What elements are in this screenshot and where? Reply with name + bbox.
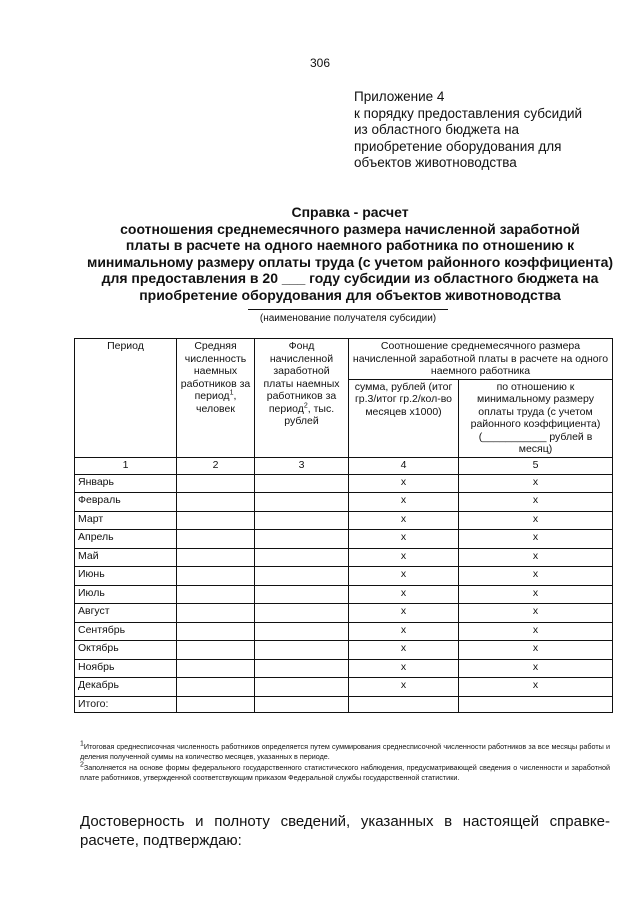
footnotes: [80, 742, 610, 784]
header-avg-count-text: Средняя численность наемных работников за период: [180, 340, 251, 402]
empty-cell: [177, 696, 255, 712]
cross-cell: х: [349, 474, 459, 493]
column-number: 3: [255, 457, 349, 474]
table-row: [75, 678, 613, 697]
cross-cell: х: [459, 530, 613, 549]
month-cell: Март: [75, 511, 177, 530]
empty-cell: [255, 493, 349, 512]
table-row: [75, 659, 613, 678]
title-line: Справка - расчет: [291, 204, 409, 220]
title-line: для предоставления в 20 ___ году субсидии из областного бюджета на: [101, 270, 599, 286]
header-period: Период: [75, 339, 177, 458]
footnote-text: Заполняется на основе формы федерального государственного статистического наблюдения, предусматривающей сведения о численности и заработной плате работников, утвержденной соответствующим приказом Федеральной службы государственной статистики.: [80, 763, 610, 782]
empty-cell: [177, 567, 255, 586]
empty-cell: [255, 548, 349, 567]
empty-cell: [255, 474, 349, 493]
empty-cell: [255, 659, 349, 678]
table-row: [75, 530, 613, 549]
empty-cell: [177, 678, 255, 697]
empty-cell: [177, 641, 255, 660]
confirmation-text: Достоверность и полноту сведений, указанных в настоящей справке-расчете, подтверждаю:: [80, 813, 610, 849]
appendix-line: из областного бюджета на: [354, 122, 520, 137]
month-cell: Январь: [75, 474, 177, 493]
footnote: [80, 763, 610, 782]
empty-cell: [255, 511, 349, 530]
header-avg-count: [177, 339, 255, 458]
footnote: [80, 742, 610, 761]
recipient-caption: (наименование получателя субсидии): [248, 309, 448, 324]
column-number: 5: [459, 457, 613, 474]
header-avg-count-unit: , человек: [196, 390, 237, 415]
empty-cell: [177, 530, 255, 549]
month-cell: Июль: [75, 585, 177, 604]
total-label: Итого:: [75, 696, 177, 712]
page-number: 306: [309, 56, 331, 70]
cross-cell: х: [349, 604, 459, 623]
month-cell: Февраль: [75, 493, 177, 512]
appendix-note: [354, 89, 604, 172]
month-cell: Сентябрь: [75, 622, 177, 641]
title-line: приобретение оборудования для объектов животноводства: [139, 286, 561, 303]
empty-cell: [255, 641, 349, 660]
header-ratio-group: Соотношение среднемесячного размера начисленной заработной платы в расчете на одного наемного работника: [349, 339, 613, 380]
empty-cell: [177, 659, 255, 678]
cross-cell: х: [459, 511, 613, 530]
month-cell: Июнь: [75, 567, 177, 586]
month-cell: Август: [75, 604, 177, 623]
column-number: 2: [177, 457, 255, 474]
table-row: [75, 567, 613, 586]
header-sum: сумма, рублей (итог гр.3/итог гр.2/кол-во месяцев х1000): [349, 379, 459, 457]
month-cell: Май: [75, 548, 177, 567]
empty-cell: [177, 604, 255, 623]
footnote-mark: 1: [80, 740, 84, 748]
column-number: 1: [75, 457, 177, 474]
cross-cell: х: [349, 659, 459, 678]
cross-cell: х: [459, 548, 613, 567]
footnote-text: Итоговая среднесписочная численность работников определяется путем суммирования среднесписочной численности работников за все месяцы работы и деления полученной суммы на количество месяцев, указанных в периоде.: [80, 742, 610, 761]
empty-cell: [255, 604, 349, 623]
cross-cell: х: [459, 585, 613, 604]
appendix-line: Приложение 4: [354, 89, 445, 104]
empty-cell: [255, 622, 349, 641]
calculation-table: [74, 338, 613, 713]
table-row: [75, 548, 613, 567]
cross-cell: х: [349, 678, 459, 697]
cross-cell: х: [459, 604, 613, 623]
empty-cell: [177, 585, 255, 604]
cross-cell: х: [349, 493, 459, 512]
header-fund-text: Фонд начисленной заработной платы наемных работников за период: [263, 340, 340, 415]
title-line: минимальному размеру оплаты труда (с учетом районного коэффициента): [86, 253, 614, 270]
appendix-line: приобретение оборудования для: [354, 138, 562, 154]
cross-cell: х: [349, 641, 459, 660]
cross-cell: х: [459, 567, 613, 586]
cross-cell: х: [349, 585, 459, 604]
month-cell: Ноябрь: [75, 659, 177, 678]
empty-cell: [255, 678, 349, 697]
month-cell: Апрель: [75, 530, 177, 549]
appendix-line: объектов животноводства: [354, 155, 517, 170]
cross-cell: х: [349, 511, 459, 530]
cross-cell: х: [459, 493, 613, 512]
footnote-mark: 2: [80, 761, 84, 769]
empty-cell: [255, 567, 349, 586]
empty-cell: [459, 696, 613, 712]
table-row: [75, 474, 613, 493]
cross-cell: х: [459, 659, 613, 678]
month-cell: Октябрь: [75, 641, 177, 660]
empty-cell: [177, 511, 255, 530]
table-row: [75, 604, 613, 623]
cross-cell: х: [459, 678, 613, 697]
table-row: [75, 493, 613, 512]
title-line: платы в расчете на одного наемного работника по отношению к: [125, 237, 575, 253]
header-mrot: по отношению к минимальному размеру оплаты труда (с учетом районного коэффициента) (___________ рублей в месяц): [459, 379, 613, 457]
document-title: [70, 204, 630, 303]
cross-cell: х: [459, 474, 613, 493]
title-line: соотношения среднемесячного размера начисленной заработной: [120, 220, 580, 237]
empty-cell: [177, 474, 255, 493]
empty-cell: [177, 548, 255, 567]
cross-cell: х: [459, 622, 613, 641]
empty-cell: [255, 696, 349, 712]
appendix-line: к порядку предоставления субсидий: [354, 105, 583, 121]
cross-cell: х: [349, 567, 459, 586]
footnote-ref: 2: [303, 402, 308, 409]
empty-cell: [255, 530, 349, 549]
cross-cell: х: [459, 641, 613, 660]
table-row: [75, 511, 613, 530]
empty-cell: [177, 622, 255, 641]
empty-cell: [349, 696, 459, 712]
empty-cell: [177, 493, 255, 512]
empty-cell: [255, 585, 349, 604]
cross-cell: х: [349, 530, 459, 549]
cross-cell: х: [349, 548, 459, 567]
table-row: [75, 622, 613, 641]
table-row: [75, 641, 613, 660]
header-fund-unit: , тыс. рублей: [284, 402, 335, 427]
column-number: 4: [349, 457, 459, 474]
month-cell: Декабрь: [75, 678, 177, 697]
footnote-ref: 1: [229, 389, 234, 397]
cross-cell: х: [349, 622, 459, 641]
total-row: [75, 696, 613, 712]
header-fund: [255, 339, 349, 458]
table-row: [75, 585, 613, 604]
